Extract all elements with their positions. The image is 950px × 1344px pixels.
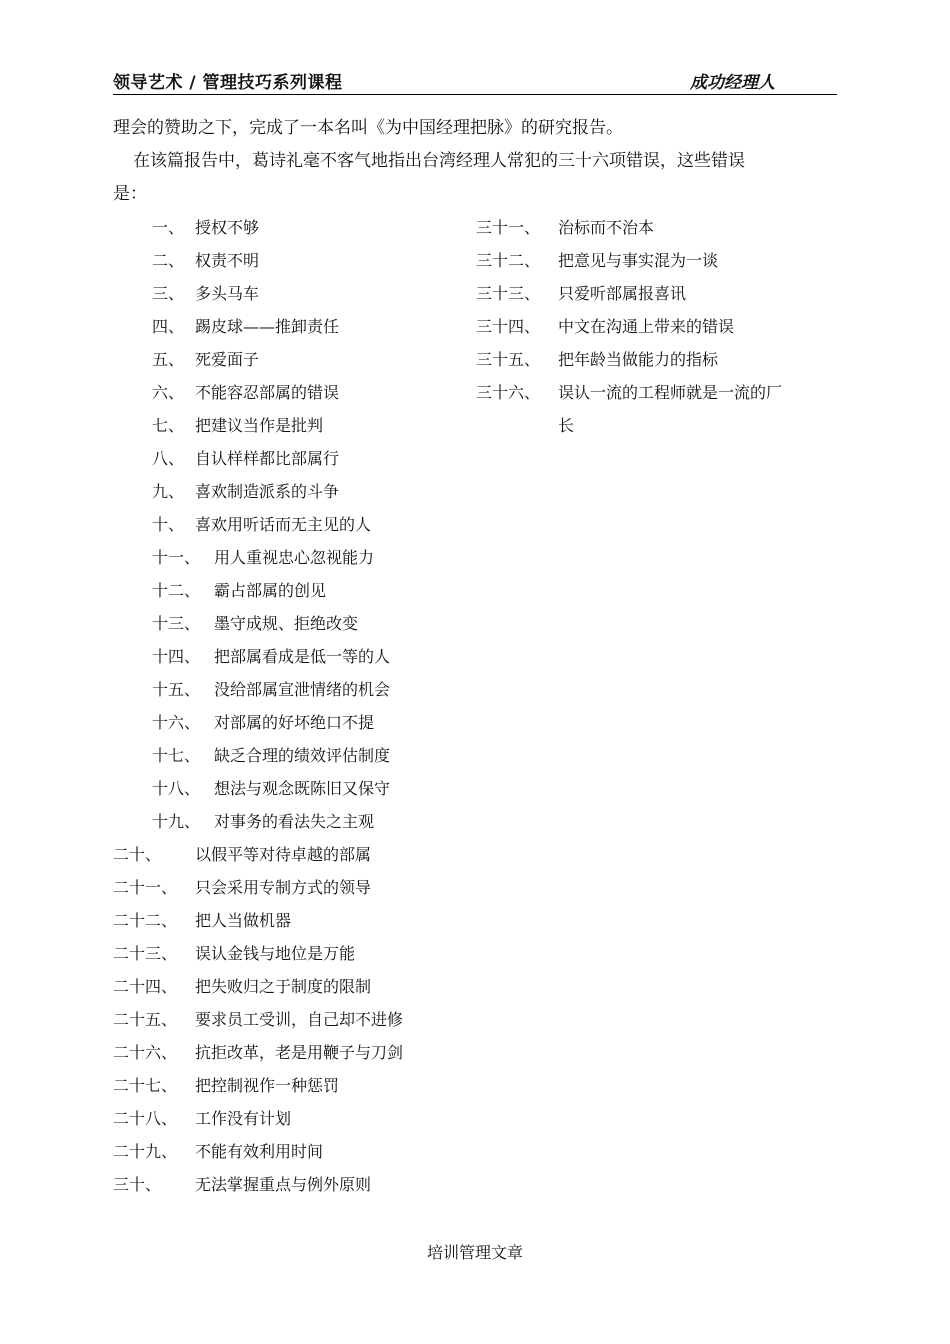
list-item-text: 要求员工受训，自己却不进修: [195, 1010, 404, 1029]
list-item: [113, 1036, 403, 1069]
list-item-number: 十五、: [152, 680, 201, 699]
list-item: [113, 1003, 403, 1036]
list-item: [152, 244, 259, 277]
page-header: [113, 68, 837, 95]
list-item-number: 六、: [152, 383, 185, 402]
list-item-text: 喜欢用听话而无主见的人: [195, 515, 372, 534]
list-item-text: 授权不够: [195, 218, 260, 237]
list-item-number: 三十二、: [476, 251, 541, 270]
list-item: [152, 574, 326, 607]
list-item-number: 十一、: [152, 548, 201, 567]
list-item-number: 十九、: [152, 812, 201, 831]
list-item-number: 三、: [152, 284, 185, 303]
list-item-text: 把部属看成是低一等的人: [214, 647, 391, 666]
list-item: [152, 442, 339, 475]
list-item-number: 七、: [152, 416, 185, 435]
list-item-number: 十七、: [152, 746, 201, 765]
list-item-text: 喜欢制造派系的斗争: [195, 482, 340, 501]
list-item-text: 把失败归之于制度的限制: [195, 977, 372, 996]
list-item-number: 二十二、: [113, 911, 178, 930]
list-item-number: 二十七、: [113, 1076, 178, 1095]
list-item: [476, 277, 686, 310]
list-item-text: 死爱面子: [195, 350, 260, 369]
list-item: [152, 607, 358, 640]
list-item-text: 缺乏合理的绩效评估制度: [214, 746, 391, 765]
list-item-number: 三十六、: [476, 383, 541, 402]
list-item: [152, 211, 259, 244]
list-item-number: 十六、: [152, 713, 201, 732]
header-brand: 成功经理人: [690, 73, 775, 93]
list-item: [113, 904, 291, 937]
list-item-number: 二十三、: [113, 944, 178, 963]
list-item: [476, 211, 654, 244]
list-item-text: 多头马车: [195, 284, 260, 303]
list-item: [152, 772, 390, 805]
list-item: [152, 673, 390, 706]
page-footer: 培训管理文章: [426, 1243, 523, 1262]
list-item-number: 二、: [152, 251, 185, 270]
list-item-number: 三十三、: [476, 284, 541, 303]
list-item-number: 四、: [152, 317, 185, 336]
list-item-number: 二十六、: [113, 1043, 178, 1062]
list-item-text: 误认一流的工程师就是一流的厂: [558, 383, 783, 402]
list-item-number: 五、: [152, 350, 185, 369]
list-item: [476, 310, 734, 343]
list-item: [476, 244, 718, 277]
list-item: [113, 937, 355, 970]
list-item-number: 二十九、: [113, 1142, 178, 1161]
list-item-number: 十、: [152, 515, 185, 534]
list-item-text: 想法与观念既陈旧又保守: [214, 779, 391, 798]
list-item: [113, 1135, 323, 1168]
list-item: [152, 541, 374, 574]
list-item-text: 无法掌握重点与例外原则: [195, 1175, 372, 1194]
list-item-text: 只会采用专制方式的领导: [195, 878, 372, 897]
list-item: [476, 376, 782, 409]
list-item: [152, 805, 374, 838]
list-item-number: 三十一、: [476, 218, 541, 237]
list-item-text: 工作没有计划: [195, 1109, 292, 1128]
list-item-number: 三十、: [113, 1175, 162, 1194]
list-item: [152, 475, 339, 508]
list-item: [152, 508, 371, 541]
list-item: [152, 706, 374, 739]
body-line-3: 是：: [113, 184, 147, 204]
list-item-text: 把建议当作是批判: [195, 416, 324, 435]
list-item-number: 十八、: [152, 779, 201, 798]
list-item-number: 二十五、: [113, 1010, 178, 1029]
list-item-number: 九、: [152, 482, 185, 501]
list-item-number: 十三、: [152, 614, 201, 633]
body-line-2: 在该篇报告中，葛诗礼毫不客气地指出台湾经理人常犯的三十六项错误，这些错误: [133, 151, 745, 171]
list-item-text: 抗拒改革，老是用鞭子与刀剑: [195, 1043, 404, 1062]
list-item-text: 把年龄当做能力的指标: [558, 350, 719, 369]
list-item: [152, 739, 390, 772]
body-line-1: 理会的赞助之下，完成了一本名叫《为中国经理把脉》的研究报告。: [113, 118, 623, 138]
list-item: [113, 871, 371, 904]
list-item: [152, 409, 323, 442]
list-item: [152, 343, 259, 376]
list-item-text: 踢皮球——推卸责任: [195, 317, 340, 336]
list-item: [152, 376, 339, 409]
list-item-number: 二十、: [113, 845, 162, 864]
list-item-number: 二十四、: [113, 977, 178, 996]
list-item-text: 霸占部属的创见: [214, 581, 327, 600]
list-item-text: 权责不明: [195, 251, 260, 270]
list-item-text: 只爱听部属报喜讯: [558, 284, 687, 303]
list-item-text: 以假平等对待卓越的部属: [195, 845, 372, 864]
list-item: [152, 310, 339, 343]
list-item-text: 自认样样都比部属行: [195, 449, 340, 468]
list-item-number: 三十五、: [476, 350, 541, 369]
list-item-number: 八、: [152, 449, 185, 468]
list-item: [152, 277, 259, 310]
list-item-text: 墨守成规、拒绝改变: [214, 614, 359, 633]
list-item-number: 三十四、: [476, 317, 541, 336]
list-item-text: 治标而不治本: [558, 218, 655, 237]
list-item-text: 不能容忍部属的错误: [195, 383, 340, 402]
list-item-number: 二十八、: [113, 1109, 178, 1128]
list-item-text: 把控制视作一种惩罚: [195, 1076, 340, 1095]
list-item: [152, 640, 390, 673]
list-item-number: 二十一、: [113, 878, 178, 897]
list-item-text: 把人当做机器: [195, 911, 292, 930]
list-item-text: 误认金钱与地位是万能: [195, 944, 356, 963]
list-item-text: 用人重视忠心忽视能力: [214, 548, 375, 567]
list-item: [113, 1069, 339, 1102]
list-item: [113, 1168, 371, 1201]
list-item-number: 十四、: [152, 647, 201, 666]
list-item: [113, 838, 371, 871]
list-item-text: 把意见与事实混为一谈: [558, 251, 719, 270]
list-item: [113, 1102, 291, 1135]
list-item-text-continuation: 长: [558, 416, 575, 435]
list-item-number: 一、: [152, 218, 185, 237]
list-item: [113, 970, 371, 1003]
list-item-text: 中文在沟通上带来的错误: [558, 317, 735, 336]
course-series-title: 领导艺术 / 管理技巧系列课程: [113, 73, 343, 93]
list-item-text: 不能有效利用时间: [195, 1142, 324, 1161]
list-item-text: 对事务的看法失之主观: [214, 812, 375, 831]
list-item-text: 没给部属宣泄情绪的机会: [214, 680, 391, 699]
list-item-number: 十二、: [152, 581, 201, 600]
list-item: [476, 343, 718, 376]
list-item-text: 对部属的好坏绝口不提: [214, 713, 375, 732]
